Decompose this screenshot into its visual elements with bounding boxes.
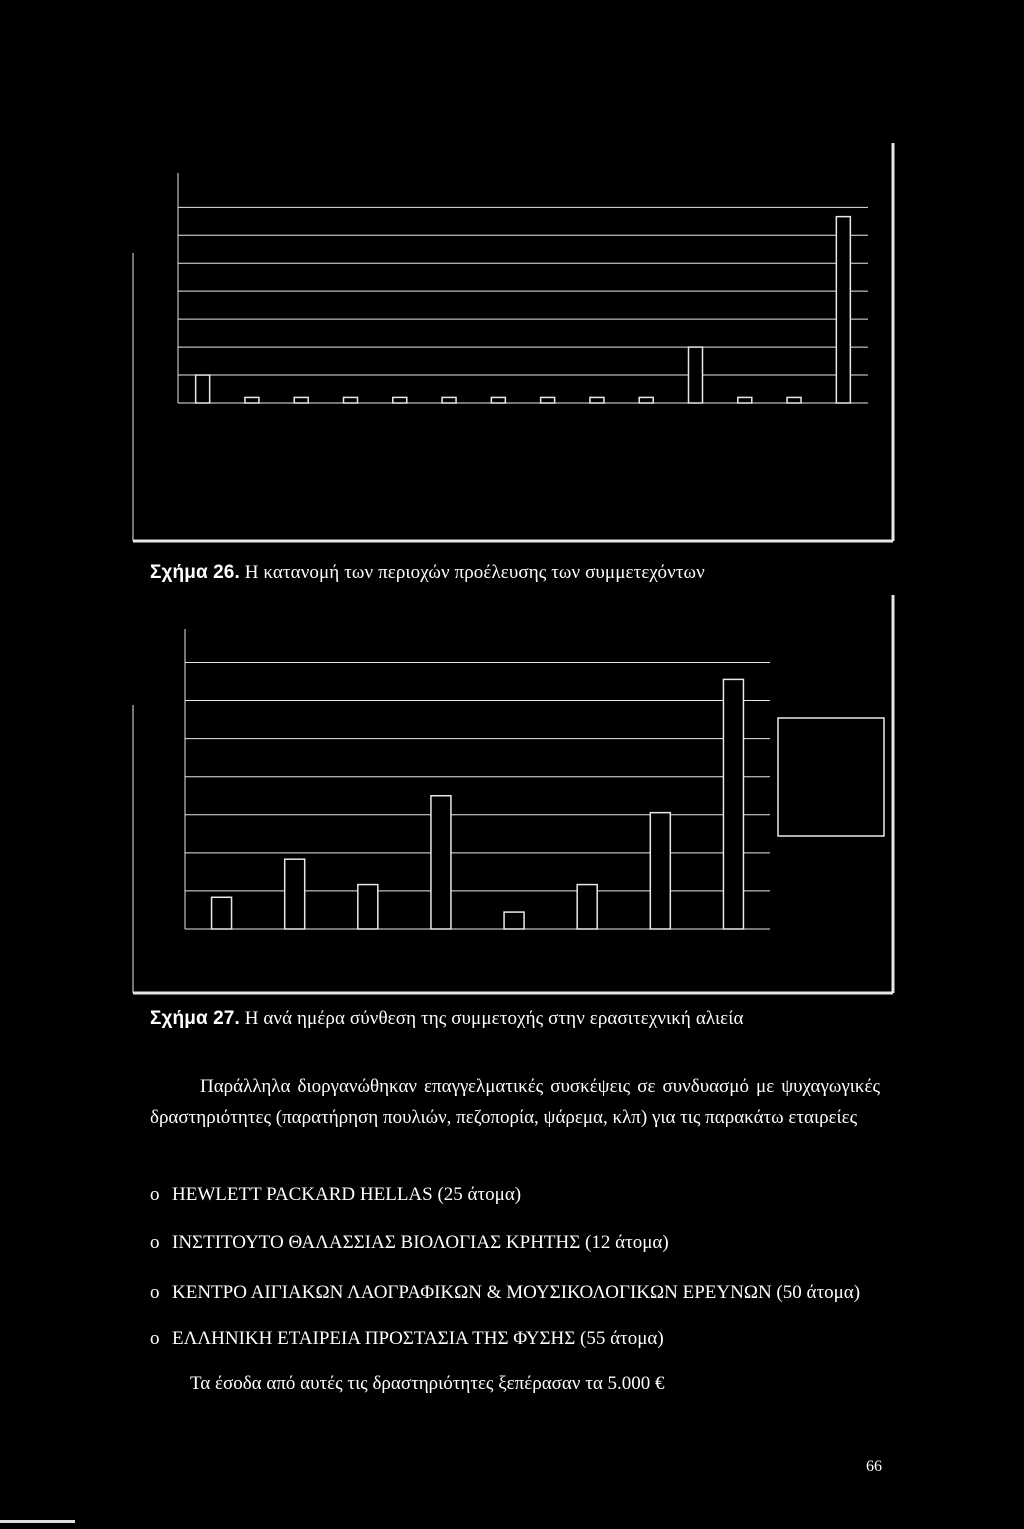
intro-text: Παράλληλα διοργανώθηκαν επαγγελματικές συσκέψεις σε συνδυασμό με ψυχαγωγικές δραστηριότητες (παρατήρηση πουλιών, πεζοπορία, ψάρεμα, κλπ) για τις παρακάτω εταιρείες bbox=[150, 1076, 880, 1128]
bar bbox=[196, 375, 210, 403]
bar bbox=[541, 397, 555, 403]
bar bbox=[294, 397, 308, 403]
bar bbox=[577, 885, 597, 929]
list-item-text: ΕΛΛΗΝΙΚΗ ΕΤΑΙΡΕΙΑ ΠΡΟΣΤΑΣΙΑ ΤΗΣ ΦΥΣΗΣ (55 άτομα) bbox=[172, 1328, 664, 1349]
chart-27 bbox=[130, 592, 900, 1002]
bar bbox=[689, 347, 703, 403]
bar bbox=[836, 217, 850, 403]
bullet-marker: o bbox=[150, 1232, 160, 1253]
chart-26 bbox=[130, 140, 900, 550]
bar bbox=[504, 912, 524, 929]
figure-26-caption bbox=[150, 562, 705, 584]
bar bbox=[431, 796, 451, 929]
bullet-marker: o bbox=[150, 1282, 160, 1303]
list-item bbox=[150, 1325, 882, 1353]
bar bbox=[285, 859, 305, 929]
figure-26 bbox=[130, 140, 900, 550]
bar bbox=[393, 397, 407, 403]
bar bbox=[639, 397, 653, 403]
bar bbox=[442, 397, 456, 403]
list-item-text: ΙΝΣΤΙΤΟΥΤΟ ΘΑΛΑΣΣΙΑΣ ΒΙΟΛΟΓΙΑΣ ΚΡΗΤΗΣ (12 άτομα) bbox=[172, 1232, 669, 1253]
bar bbox=[344, 397, 358, 403]
legend-box bbox=[778, 718, 884, 836]
figure-26-label: Σχήμα 26. bbox=[150, 562, 240, 583]
body-paragraph bbox=[150, 1071, 880, 1133]
bar bbox=[245, 397, 259, 403]
bar bbox=[491, 397, 505, 403]
revenue-statement: Τα έσοδα από αυτές τις δραστηριότητες ξεπέρασαν τα 5.000 € bbox=[190, 1373, 665, 1394]
figure-26-text: Η κατανομή των περιοχών προέλευσης των συμμετεχόντων bbox=[244, 562, 705, 583]
bar bbox=[590, 397, 604, 403]
company-list bbox=[150, 1181, 882, 1353]
bar bbox=[787, 397, 801, 403]
bar bbox=[738, 397, 752, 403]
figure-27 bbox=[130, 592, 900, 1002]
page-number: 66 bbox=[866, 1458, 882, 1475]
figure-27-caption bbox=[150, 1008, 744, 1030]
list-item bbox=[150, 1279, 882, 1307]
figure-27-text: Η ανά ημέρα σύνθεση της συμμετοχής στην ερασιτεχνική αλιεία bbox=[244, 1008, 744, 1029]
list-item bbox=[150, 1181, 882, 1209]
list-item-text: HEWLETT PACKARD HELLAS (25 άτομα) bbox=[172, 1184, 522, 1205]
list-item-text: ΚΕΝΤΡΟ ΑΙΓΙΑΚΩΝ ΛΑΟΓΡΑΦΙΚΩΝ & ΜΟΥΣΙΚΟΛΟΓΙΚΩΝ ΕΡΕΥΝΩΝ (50 άτομα) bbox=[172, 1282, 861, 1303]
bar bbox=[358, 885, 378, 929]
bullet-marker: o bbox=[150, 1328, 160, 1349]
figure-27-label: Σχήμα 27. bbox=[150, 1008, 240, 1029]
scan-artifact bbox=[0, 1520, 75, 1523]
bar bbox=[212, 897, 232, 929]
list-item bbox=[150, 1229, 882, 1257]
bar bbox=[723, 679, 743, 929]
bullet-marker: o bbox=[150, 1184, 160, 1205]
bar bbox=[650, 813, 670, 929]
